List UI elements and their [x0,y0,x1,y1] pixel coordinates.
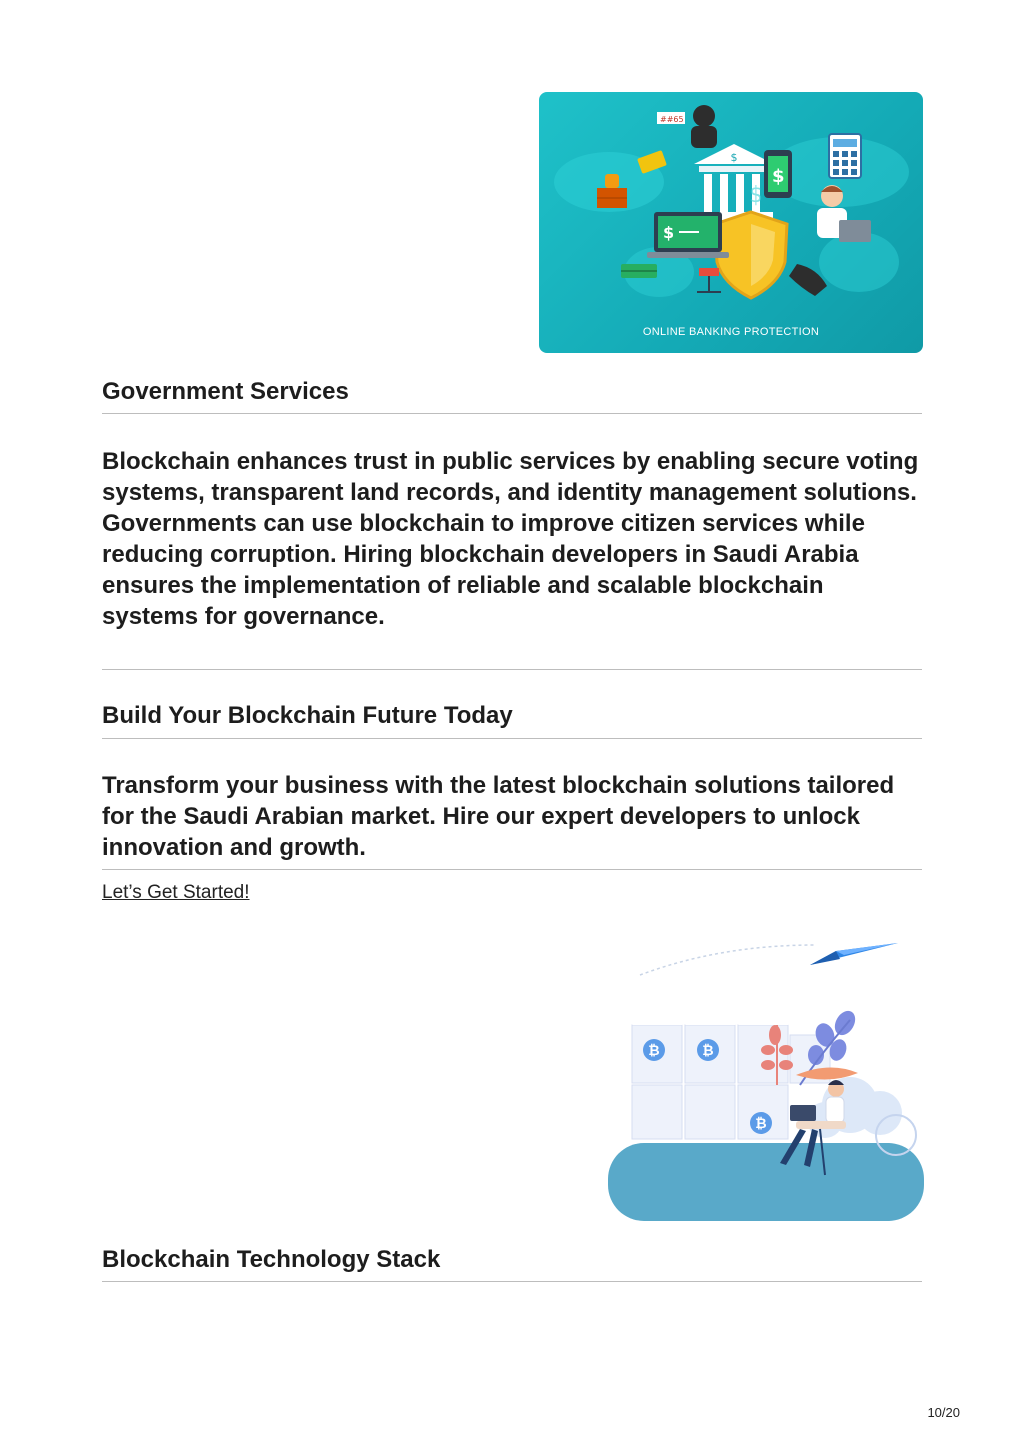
banking-illustration-art [539,92,923,353]
section-heading-tech-stack: Blockchain Technology Stack [102,1246,441,1273]
section-body-government: Blockchain enhances trust in public services by enabling secure voting systems, transparent land records, and identity management solutions. Governments can use blockchain to improve citizen services while reducing corruption. Hiring blockchain developers in Saudi Arabia ensures the implementation of reliable and scalable blockchain systems for governance. [102,448,919,630]
banner-caption: ONLINE BANKING PROTECTION [642,326,820,338]
divider [102,869,922,870]
section-heading-government: Government Services [102,378,349,405]
lets-get-started-link[interactable]: Let’s Get Started! [102,882,250,903]
divider [102,738,922,739]
svg-text:$: $ [663,223,675,242]
blockchain-developer-illustration [600,925,924,1225]
svg-text:$: $ [772,166,785,187]
svg-text:₿: ₿ [702,1043,714,1059]
svg-text:$: $ [730,151,738,164]
blockchain-illustration-art [600,925,924,1225]
divider [102,413,922,414]
svg-text:₿: ₿ [648,1043,660,1059]
divider [102,669,922,670]
online-banking-illustration [539,92,923,353]
section-body-build-future: Transform your business with the latest blockchain solutions tailored for the Saudi Arabian market. Hire our expert developers to unlock innovation and growth. [102,772,895,861]
divider [102,1281,922,1282]
svg-text:$: $ [749,183,763,208]
svg-text:##65: ##65 [660,115,684,124]
page-number: 10/20 [927,1405,960,1420]
section-heading-build-future: Build Your Blockchain Future Today [102,702,513,729]
svg-text:₿: ₿ [755,1116,767,1132]
